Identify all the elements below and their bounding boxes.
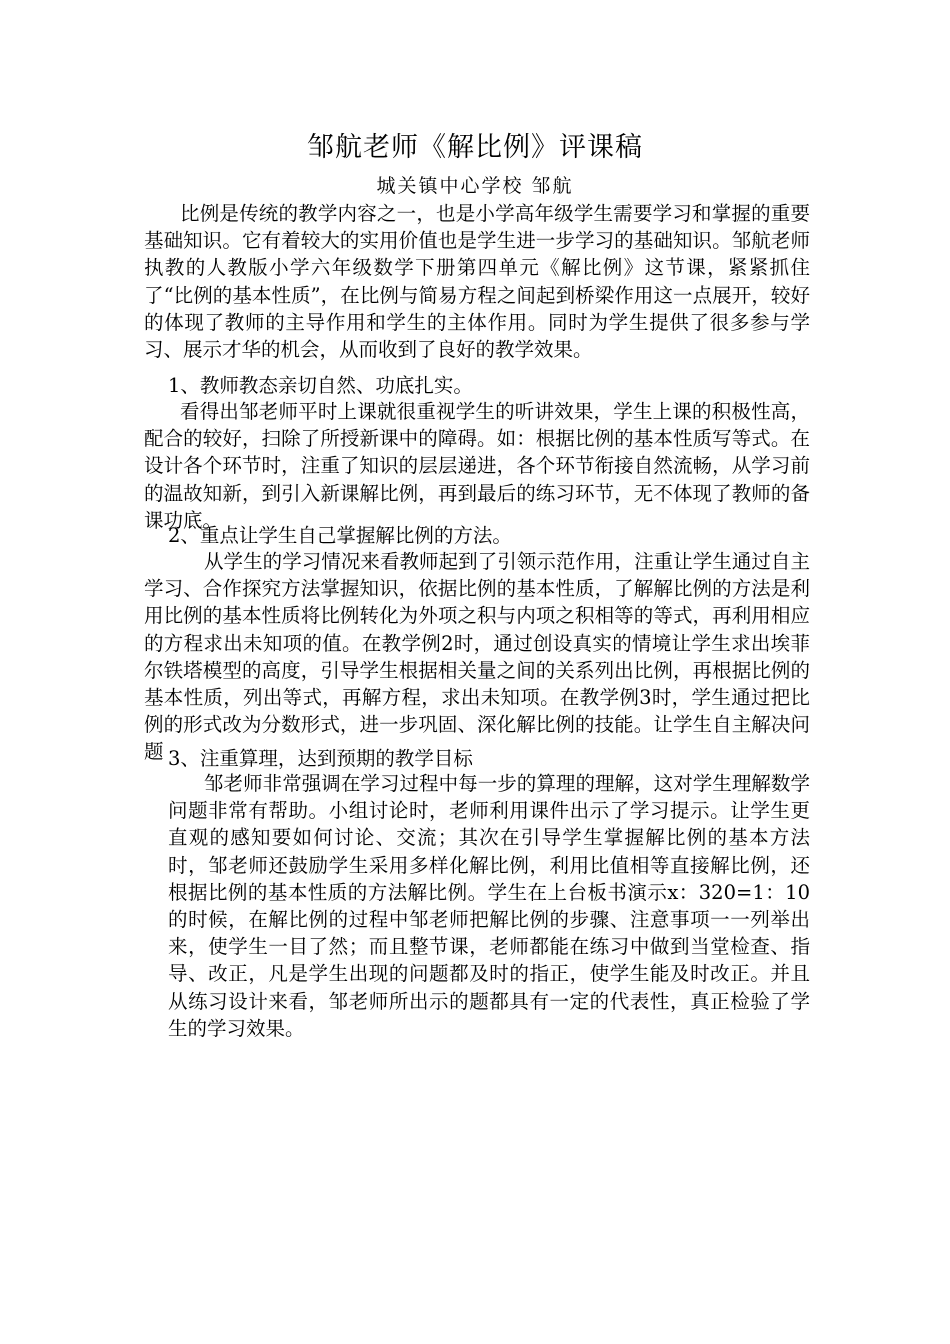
author-byline: 城关镇中心学校 邹航 [376, 175, 574, 197]
intro-paragraph: 比例是传统的教学内容之一，也是小学高年级学生需要学习和掌握的重要基础知识。它有着较大的实用价值也是学生进一步学习的基础知识。邹航老师执教的人教版小学六年级数学下册第四单元《解比例》这节课，紧紧抓住了“比例的基本性质”，在比例与简易方程之间起到桥梁作用这一点展开，较好的体现了教师的主导作用和学生的主体作用。同时为学生提供了很多参与学习、展示才华的机会，从而收到了良好的教学效果。 [144, 202, 810, 362]
section-body-1: 看得出邹老师平时上课就很重视学生的听讲效果，学生上课的积极性高，配合的较好，扫除了所授新课中的障碍。如：根据比例的基本性质写等式。在设计各个环节时，注重了知识的层层递进，各个环节衔接自然流畅，从学习前的温故知新，到引入新课解比例，再到最后的练习环节，无不体现了教师的备课功底。 [144, 400, 810, 532]
section-body-3: 邹老师非常强调在学习过程中每一步的算理的理解，这对学生理解数学问题非常有帮助。小组讨论时，老师利用课件出示了学习提示。让学生更直观的感知要如何讨论、交流；其次在引导学生掌握解比例的基本方法时，邹老师还鼓励学生采用多样化解比例，利用比值相等直接解比例，还根据比例的基本性质的方法解比例。学生在上台板书演示x：320=1：10的时候，在解比例的过程中邹老师把解比例的步骤、注意事项一一列举出来，使学生一目了然；而且整节课，老师都能在练习中做到当堂检查、指导、改正，凡是学生出现的问题都及时的指正，使学生能及时改正。并且从练习设计来看，邹老师所出示的题都具有一定的代表性，真正检验了学生的学习效果。 [168, 772, 810, 1040]
section-heading-3: 3、注重算理，达到预期的教学目标 [168, 747, 473, 770]
section-body-2: 从学生的学习情况来看教师起到了引领示范作用，注重让学生通过自主学习、合作探究方法掌握知识，依据比例的基本性质，了解解比例的方法是利用比例的基本性质将比例转化为外项之积与内项之积相等的等式，再利用相应的方程求出未知项的值。在教学例2时，通过创设真实的情境让学生求出埃菲尔铁塔模型的高度，引导学生根据相关量之间的关系列出比例，再根据比例的基本性质，列出等式，再解方程，求出未知项。在教学例3时，学生通过把比例的形式改为分数形式，进一步巩固、深化解比例的技能。让学生自主解决问题 [144, 550, 810, 764]
section-heading-1: 1、教师教态亲切自然、功底扎实。 [168, 374, 473, 397]
document-title: 邹航老师《解比例》评课稿 [307, 132, 643, 163]
section-heading-2: 2、重点让学生自己掌握解比例的方法。 [168, 524, 512, 547]
